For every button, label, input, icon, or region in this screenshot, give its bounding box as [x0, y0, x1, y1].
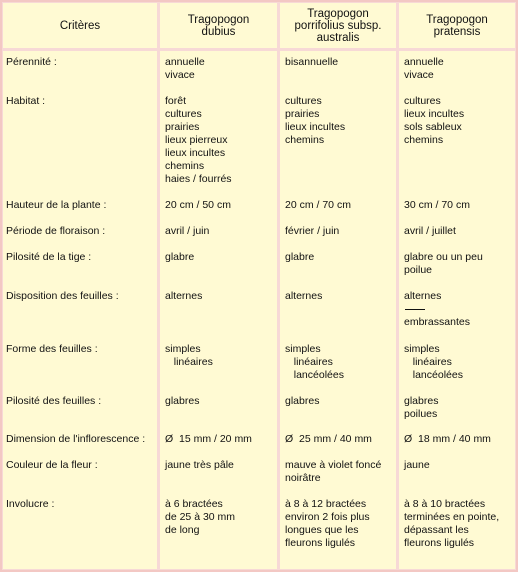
cell-value: de 25 à 30 mm — [165, 511, 236, 523]
cell-value: glabres — [285, 395, 320, 407]
cell-value: noirâtre — [285, 472, 321, 484]
criteria-column — [3, 51, 157, 569]
cell-value: chemins — [285, 134, 325, 146]
row-label: Pilosité de la tige : — [6, 251, 92, 263]
species-name-line: pratensis — [433, 25, 481, 38]
cell-value: poilues — [404, 408, 438, 420]
cell-value: glabres — [404, 395, 439, 407]
row-label: Hauteur de la plante : — [6, 199, 107, 211]
cell-value: cultures — [285, 95, 322, 107]
cell-value: vivace — [165, 69, 195, 81]
cell-value: vivace — [404, 69, 434, 81]
cell-value: glabre ou un peu — [404, 251, 483, 263]
header-criteria-cell — [3, 3, 157, 48]
species-name — [188, 14, 250, 38]
cell-value: fleurons ligulés — [404, 537, 475, 549]
cell-value: glabre — [165, 251, 195, 263]
species-name-line: australis — [316, 31, 360, 44]
cell-value: Ø 15 mm / 20 mm — [165, 433, 252, 445]
cell-value: jaune très pâle — [165, 459, 234, 471]
cell-value: 20 cm / 50 cm — [165, 199, 231, 211]
species-name — [295, 8, 382, 44]
cell-value: avril / juillet — [404, 225, 456, 237]
cell-value: linéaires — [165, 356, 213, 368]
cell-value: 20 cm / 70 cm — [285, 199, 351, 211]
species-name-line: porrifolius subsp. — [294, 19, 382, 32]
cell-value: avril / juin — [165, 225, 210, 237]
cell-value: poilue — [404, 264, 433, 276]
cell-value: terminées en pointe, — [404, 511, 500, 523]
cell-value: simples — [285, 343, 321, 355]
cell-value: alternes — [404, 290, 442, 302]
cell-value: linéaires — [404, 356, 452, 368]
cell-value: février / juin — [285, 225, 340, 237]
cell-value: cultures — [165, 108, 202, 120]
cell-value: lancéolées — [285, 369, 344, 381]
row-label: Couleur de la fleur : — [6, 459, 98, 471]
cell-value: chemins — [404, 134, 444, 146]
cell-value: haies / fourrés — [165, 173, 232, 185]
cell-value: embrassantes — [404, 316, 470, 328]
cell-value: glabres — [165, 395, 200, 407]
cell-value: simples — [165, 343, 201, 355]
row-label: Habitat : — [6, 95, 46, 107]
cell-value: linéaires — [285, 356, 333, 368]
cell-value: de long — [165, 524, 200, 536]
cell-value: dépassant les — [404, 524, 469, 536]
header-criteria — [60, 20, 100, 32]
cell-value: jaune — [404, 459, 430, 471]
separator-line — [405, 309, 425, 310]
cell-value: glabre — [285, 251, 315, 263]
cell-value: lancéolées — [404, 369, 463, 381]
cell-value: cultures — [404, 95, 441, 107]
cell-value: environ 2 fois plus — [285, 511, 370, 523]
species-name — [426, 14, 488, 38]
cell-value: prairies — [165, 121, 200, 133]
species-name-line: Tragopogon — [187, 13, 250, 26]
header-species-cell — [399, 3, 515, 48]
cell-value: annuelle — [404, 56, 444, 68]
cell-value: à 6 bractées — [165, 498, 223, 510]
row-label: Pilosité des feuilles : — [6, 395, 102, 407]
cell-value: Ø 18 mm / 40 mm — [404, 433, 491, 445]
header-species-cell — [280, 3, 396, 48]
cell-value: chemins — [165, 160, 205, 172]
cell-value: lieux incultes — [404, 108, 465, 120]
row-label: Dimension de l'inflorescence : — [6, 433, 146, 445]
header-species-cell — [160, 3, 277, 48]
cell-value: prairies — [285, 108, 320, 120]
cell-value: bisannuelle — [285, 56, 339, 68]
cell-value: forêt — [165, 95, 187, 107]
cell-value: alternes — [165, 290, 203, 302]
species-name-line: Tragopogon — [426, 13, 488, 26]
cell-value: à 8 à 12 bractées — [285, 498, 367, 510]
cell-value: lieux incultes — [285, 121, 346, 133]
cell-value: mauve à violet foncé — [285, 459, 382, 471]
species-name-line: Tragopogon — [307, 7, 369, 20]
cell-value: à 8 à 10 bractées — [404, 498, 486, 510]
cell-value: Ø 25 mm / 40 mm — [285, 433, 372, 445]
row-label: Forme des feuilles : — [6, 343, 98, 355]
cell-value: 30 cm / 70 cm — [404, 199, 470, 211]
row-label: Période de floraison : — [6, 225, 106, 237]
cell-value: fleurons ligulés — [285, 537, 356, 549]
cell-value: simples — [404, 343, 440, 355]
cell-value: longues que les — [285, 524, 359, 536]
cell-value: sols sableux — [404, 121, 462, 133]
cell-value: alternes — [285, 290, 323, 302]
cell-value: annuelle — [165, 56, 205, 68]
row-label: Involucre : — [6, 498, 55, 510]
species-name-line: dubius — [201, 25, 236, 38]
cell-value: lieux incultes — [165, 147, 226, 159]
row-label: Disposition des feuilles : — [6, 290, 119, 302]
header-criteria-label: Critères — [59, 19, 101, 32]
row-label: Pérennité : — [6, 56, 57, 68]
cell-value: lieux pierreux — [165, 134, 228, 146]
